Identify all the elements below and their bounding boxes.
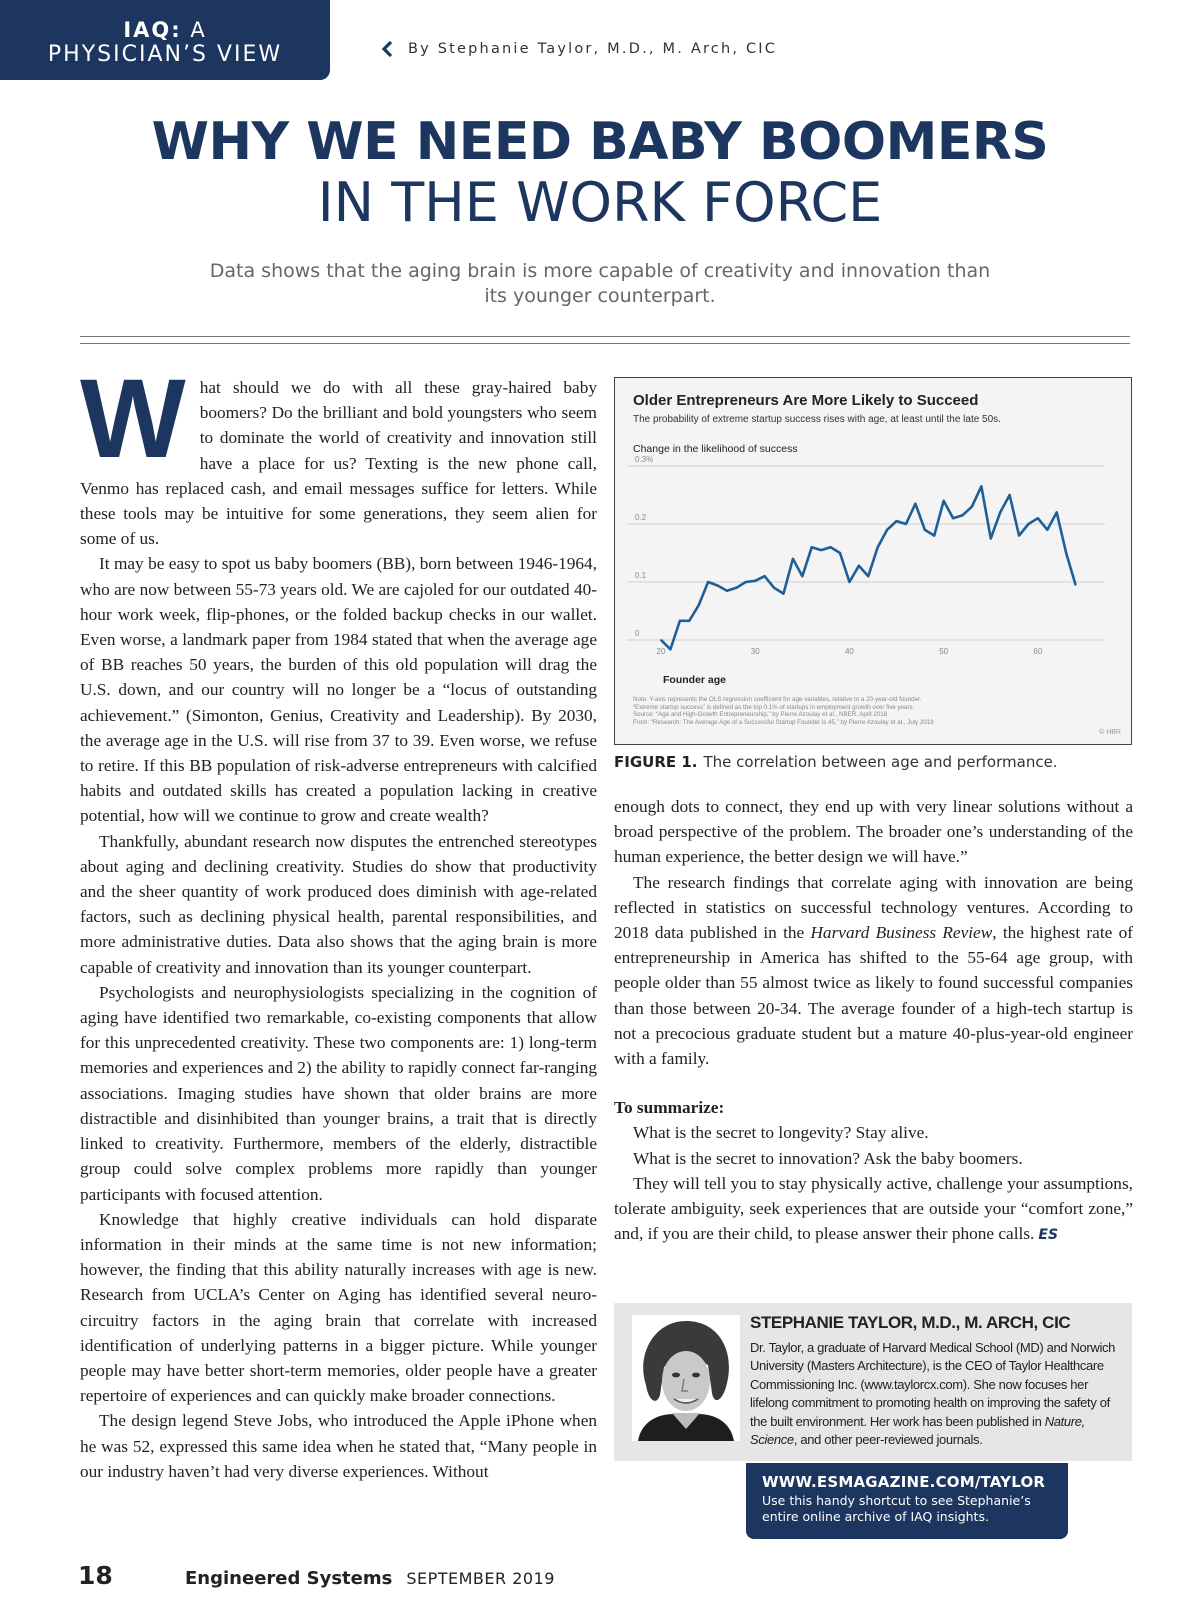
bio-text: Dr. Taylor, a graduate of Harvard Medical School (MD) and Norwich University (Masters Architecture), is the CEO of Taylor Healthcare Commissioning Inc. (www.taylorcx.com). She now focuses her lifelong commitment to promoting health on improving the safety of the built environment. Her work has been published in Nature, Science, and other peer-reviewed journals. bbox=[750, 1340, 1116, 1448]
summary-line-2: What is the secret to innovation? Ask the baby boomers. bbox=[633, 1148, 1023, 1168]
chart-point bbox=[971, 506, 973, 508]
chart-point bbox=[1028, 523, 1030, 525]
bio-name: STEPHANIE TAYLOR, M.D., M. ARCH, CIC bbox=[750, 1313, 1071, 1332]
body-column-left bbox=[80, 356, 597, 1484]
chart-point bbox=[745, 581, 747, 583]
chart-x-tick-label: 60 bbox=[1033, 647, 1043, 656]
chart-point bbox=[1056, 512, 1058, 514]
chart-y-tick-label: 0.3% bbox=[635, 455, 654, 464]
chart-point bbox=[1037, 517, 1039, 519]
chart-point bbox=[915, 503, 917, 505]
chart-notes bbox=[633, 696, 1113, 726]
figure-chart bbox=[614, 377, 1132, 745]
section-tag bbox=[0, 0, 330, 80]
summary-line-3: They will tell you to stay physically active, challenge your assumptions, tolerate ambiguity, seek experiences that are outside your “comfort zone,” and, if you are their child, to please answer their phone calls. ES bbox=[614, 1173, 1133, 1244]
chart-point bbox=[849, 581, 851, 583]
chart-point bbox=[867, 575, 869, 577]
paragraph-3: Thankfully, abundant research now disputes the entrenched stereotypes about aging and declining creativity. Studies do show that productivity and the sheer quantity of work produced does diminish with age-related factors, such as declining physical health, parental responsibilities, and more administrative duties. Data also shows that the aging brain is more capable of creativity and innovation than its younger counterpart. bbox=[80, 831, 597, 977]
headline-line2: IN THE WORK FORCE bbox=[317, 171, 883, 234]
paragraph-1: What should we do with all these gray-haired baby boomers? Do the brilliant and bold youngsters who seem to dominate the world of creativity and innovation still have a place for us? Texting is the new phone call, Venmo has replaced cash, and email messages suffice for letters. While these tools may be intuitive for some generations, they seem alien for some of us. bbox=[80, 356, 597, 549]
paragraph-r1: enough dots to connect, they end up with very linear solutions without a broad perspective of the problem. The broader one’s understanding of the human experience, the better design we will have.” bbox=[614, 797, 1133, 867]
chart-point bbox=[688, 620, 690, 622]
summary-heading: To summarize: bbox=[614, 1098, 725, 1118]
chart-point bbox=[660, 639, 662, 641]
chart-point bbox=[896, 520, 898, 522]
chart-point bbox=[792, 558, 794, 560]
section-tag-line1: IAQ: A bbox=[123, 18, 207, 42]
chart-point bbox=[952, 517, 954, 519]
end-mark: ES bbox=[1038, 1227, 1059, 1244]
chart-point bbox=[905, 523, 907, 525]
chart-point bbox=[811, 546, 813, 548]
chart-point bbox=[698, 604, 700, 606]
chart-point bbox=[820, 549, 822, 551]
chart-subtitle: The probability of extreme startup success rises with age, at least until the late 50s. bbox=[633, 414, 1001, 425]
chart-y-tick-label: 0.2 bbox=[635, 513, 647, 522]
chart-x-tick-label: 20 bbox=[656, 647, 666, 656]
archive-link[interactable] bbox=[746, 1463, 1068, 1539]
deck: Data shows that the aging brain is more capable of creativity and innovation than its younger counterpart. bbox=[209, 260, 991, 307]
chart-point bbox=[830, 546, 832, 548]
chart-point bbox=[1018, 535, 1020, 537]
publication-name: Engineered Systems bbox=[185, 1568, 393, 1589]
chart-x-label: Founder age bbox=[663, 674, 727, 686]
chart-point bbox=[980, 485, 982, 487]
chart-note: Source: “Age and High-Growth Entrepreneurship,” by Pierre Azoulay et al., NBER, April 2018 bbox=[633, 711, 888, 719]
chart-point bbox=[707, 581, 709, 583]
chart-point bbox=[1065, 552, 1067, 554]
chart-note: Note: Y-axis represents the OLS regression coefficient for age variables, relative to a 20-year-old founder. bbox=[633, 696, 922, 703]
chart-point bbox=[933, 535, 935, 537]
chart-y-tick-label: 0 bbox=[635, 629, 640, 638]
chart-point bbox=[773, 587, 775, 589]
chart-point bbox=[735, 587, 737, 589]
divider-bottom bbox=[80, 343, 1130, 344]
chart-point bbox=[1075, 584, 1077, 586]
issue-date: SEPTEMBER 2019 bbox=[406, 1569, 555, 1588]
chart-point bbox=[801, 575, 803, 577]
summary-line-1: What is the secret to longevity? Stay alive. bbox=[633, 1123, 929, 1143]
chart-point bbox=[1009, 494, 1011, 496]
figure-caption: FIGURE 1. The correlation between age and performance. bbox=[614, 753, 1058, 771]
headline bbox=[0, 112, 1200, 234]
archive-url[interactable]: WWW.ESMAGAZINE.COM/TAYLOR bbox=[762, 1473, 1046, 1491]
chart-plot bbox=[615, 378, 1133, 746]
archive-description: Use this handy shortcut to see Stephanie’s entire online archive of IAQ insights. bbox=[762, 1493, 1031, 1524]
paragraph-2: It may be easy to spot us baby boomers (BB), born between 1946-1964, who are now between 55-73 years old. We are cajoled for our outdated 40-hour work week, flip-phones, or the folded backup checks in our wallet. Even worse, a landmark paper from 1984 stated that when the average age of BB reaches 50 years, the burden of this old population will drag the U.S. down, and our country will no longer be a “locus of outstanding achievement.” (Simonton, Genius, Creativity and Leadership). By 2030, the average age in the U.S. will rise from 37 to 39. Even worse, we refuse to retire. If this BB population of risk-adverse entrepreneurs with calcified habits and outdated skills has created a population lacking in creative potential, how will we continue to grow and create wealth? bbox=[80, 554, 597, 826]
section-tag-line2: PHYSICIAN’S VIEW bbox=[47, 42, 283, 67]
chevron-left-icon bbox=[380, 40, 394, 58]
paragraph-5: Knowledge that highly creative individuals can hold disparate information in their minds at the same time is not new information; however, the finding that this ability naturally increases with age is new. Research from UCLA’s Center on Aging has identified several neuro-circuitry factors in the aging brain that correlate with increased identification of underlying patterns in a bigger picture. While younger people may have better short-term memories, older people have a greater repertoire of experiences and can quickly make broader connections. bbox=[80, 1209, 597, 1406]
chart-x-tick-label: 40 bbox=[844, 647, 854, 656]
dropcap: W bbox=[80, 356, 186, 481]
chart-point bbox=[764, 575, 766, 577]
chart-x-tick-label: 50 bbox=[939, 647, 949, 656]
byline bbox=[380, 40, 777, 58]
paragraph-r2: The research findings that correlate aging with innovation are being reflected in statistics on successful technology ventures. According to 2018 data published in the Harvard Business Review, the highest rate of entrepreneurship in America has shifted to the 55-64 age group, with people older than 55 almost twice as likely to found successful companies than those between 20-34. The average founder of a high-tech startup is not a precocious graduate student but a mature 40-plus-year-old engineer with a family. bbox=[614, 872, 1133, 1069]
chart-point bbox=[858, 565, 860, 567]
chart-point bbox=[1046, 529, 1048, 531]
chart-title: Older Entrepreneurs Are More Likely to Succeed bbox=[633, 392, 979, 409]
chart-point bbox=[886, 529, 888, 531]
body-column-right bbox=[614, 794, 1133, 1248]
author-bio bbox=[614, 1303, 1132, 1461]
author-photo bbox=[632, 1315, 740, 1441]
chart-point bbox=[943, 500, 945, 502]
headline-line1: WHY WE NEED BABY BOOMERS bbox=[151, 112, 1049, 172]
chart-series-line bbox=[661, 486, 1076, 649]
byline-text: By Stephanie Taylor, M.D., M. Arch, CIC bbox=[408, 41, 778, 57]
chart-point bbox=[670, 648, 672, 650]
chart-point bbox=[754, 580, 756, 582]
chart-point bbox=[839, 552, 841, 554]
chart-point bbox=[717, 585, 719, 587]
publication-line bbox=[185, 1568, 555, 1589]
chart-y-label: Change in the likelihood of success bbox=[633, 443, 798, 455]
chart-point bbox=[726, 590, 728, 592]
chart-point bbox=[962, 514, 964, 516]
divider-top bbox=[80, 336, 1130, 337]
chart-point bbox=[924, 529, 926, 531]
chart-y-tick-label: 0.1 bbox=[635, 571, 647, 580]
chart-note: “Extreme startup success” is defined as the top 0.1% of startups in employment growth over five years. bbox=[633, 703, 915, 711]
chart-point bbox=[877, 546, 879, 548]
chart-credit: © HBR bbox=[1099, 729, 1121, 736]
chart-point bbox=[679, 620, 681, 622]
chart-point bbox=[783, 593, 785, 595]
chart-point bbox=[990, 538, 992, 540]
chart-point bbox=[999, 512, 1001, 514]
paragraph-6: The design legend Steve Jobs, who introduced the Apple iPhone when he was 52, expressed this same idea when he stated that, “Many people in our industry haven’t had very diverse experiences. Without bbox=[80, 1411, 597, 1481]
chart-x-tick-label: 30 bbox=[750, 647, 760, 656]
paragraph-4: Psychologists and neurophysiologists specializing in the cognition of aging have identified two remarkable, co-existing components that allow for this unprecedented creativity. These two components are: 1) long-term memories and experiences and 2) the ability to rapidly connect far-ranging associations. Imaging studies have shown that older brains are more distractible and disinhibited than younger brains, a trait that is directly linked to creativity. Furthermore, members of the elderly, distractible group could solve complex problems more rapidly than younger participants with focused attention. bbox=[80, 982, 597, 1204]
page-number: 18 bbox=[78, 1561, 113, 1590]
chart-note: From: “Research: The Average Age of a Successful Startup Founder is 45,” by Pierre Azoulay et al., July 2018 bbox=[633, 718, 934, 726]
